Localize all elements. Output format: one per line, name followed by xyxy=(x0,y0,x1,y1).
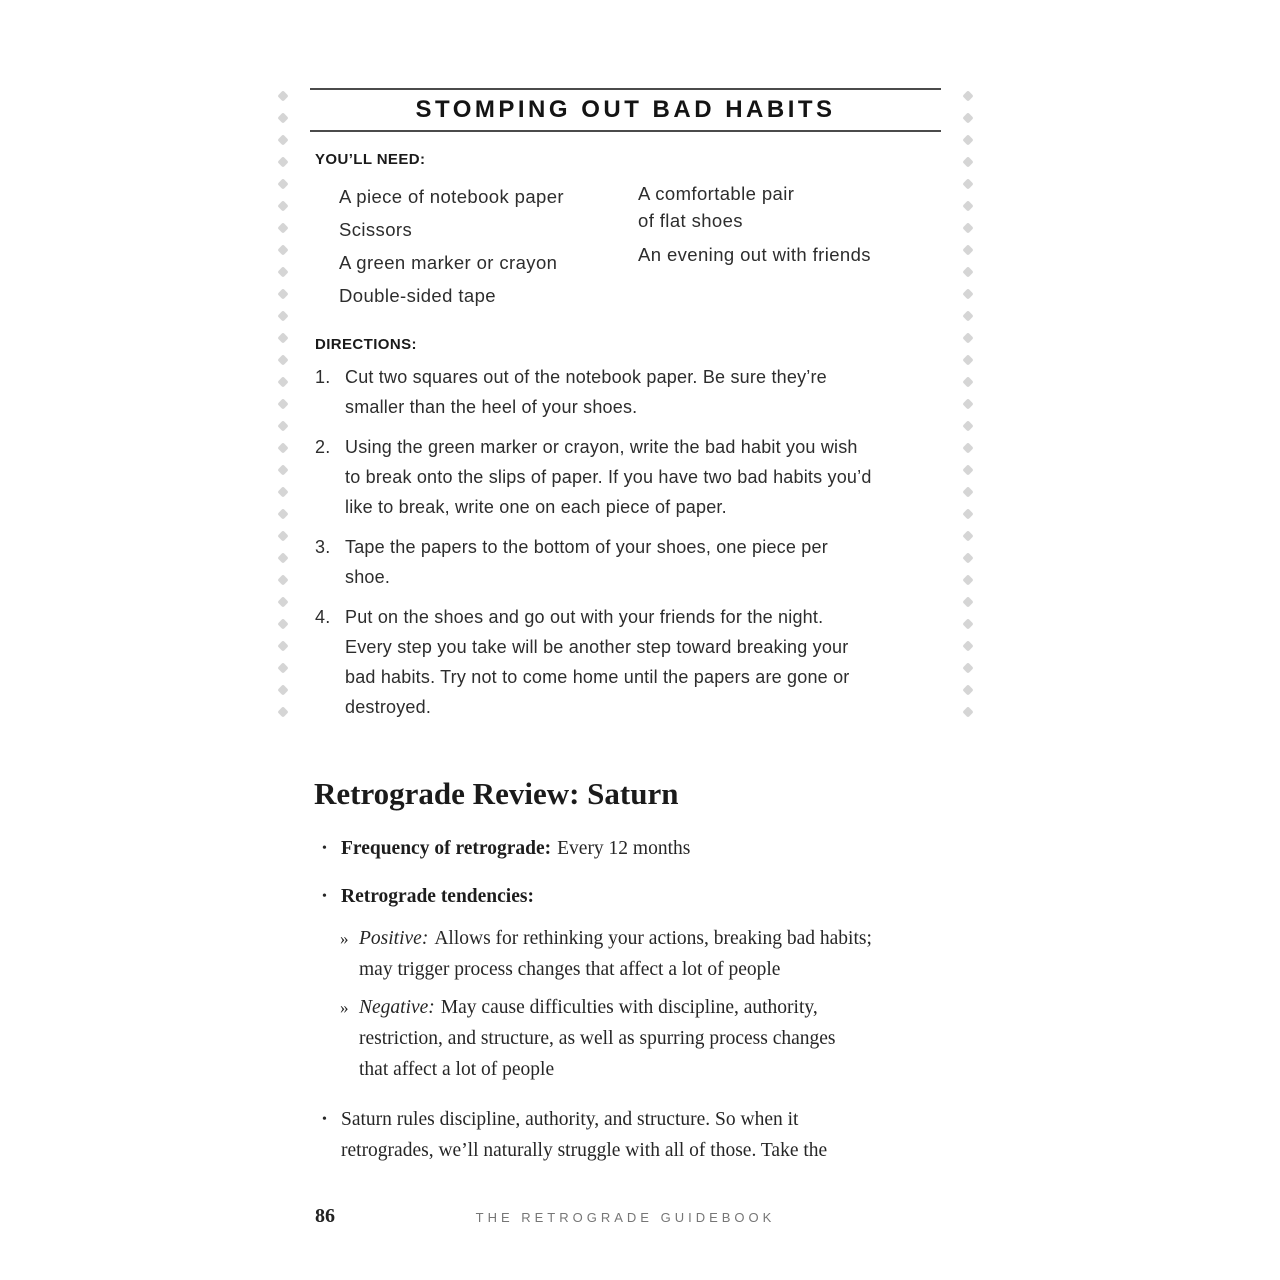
need-item: Double-sided tape xyxy=(339,285,496,306)
direction-line: Using the green marker or crayon, write the bad habit you wish xyxy=(345,437,858,457)
direction-line: Cut two squares out of the notebook paper. Be sure they’re xyxy=(345,367,827,387)
bullet-item-saturn xyxy=(322,1104,950,1166)
need-item-line: A comfortable pair xyxy=(638,183,795,204)
saturn-text-line: retrogrades, we’ll naturally struggle with all of those. Take the xyxy=(341,1140,828,1161)
diamond-icon xyxy=(277,618,289,630)
activity-title: STOMPING OUT BAD HABITS xyxy=(415,96,836,123)
diamond-icon xyxy=(962,266,974,278)
diamond-icon xyxy=(277,420,289,432)
diamond-icon xyxy=(962,156,974,168)
diamond-icon xyxy=(277,178,289,190)
guillemet-icon: » xyxy=(340,929,349,948)
direction-line: shoe. xyxy=(345,567,391,587)
diamond-icon xyxy=(962,288,974,300)
direction-item xyxy=(315,532,965,592)
title-rule-bottom xyxy=(310,130,941,132)
diamond-icon xyxy=(277,200,289,212)
sub-bullet-negative xyxy=(340,992,950,1085)
bullet-icon: • xyxy=(322,1112,327,1127)
directions-list xyxy=(315,362,965,732)
diamond-icon xyxy=(277,398,289,410)
bullet-icon: • xyxy=(322,841,327,856)
diamond-icon xyxy=(277,288,289,300)
diamond-icon xyxy=(277,596,289,608)
diamond-icon xyxy=(962,244,974,256)
diamond-icon xyxy=(277,552,289,564)
page-number: 86 xyxy=(315,1205,335,1227)
direction-number: 4. xyxy=(315,607,331,627)
positive-label: Positive: xyxy=(359,928,429,949)
direction-line: Put on the shoes and go out with your friends for the night. xyxy=(345,607,824,627)
diamond-icon xyxy=(277,486,289,498)
review-list xyxy=(322,833,950,1166)
book-title: THE RETROGRADE GUIDEBOOK xyxy=(475,1210,776,1225)
bullet-item-tendencies xyxy=(322,881,950,912)
direction-number: 2. xyxy=(315,437,331,457)
diamond-ornament-column xyxy=(277,90,289,718)
need-item-line: of flat shoes xyxy=(638,210,743,231)
diamond-icon xyxy=(277,266,289,278)
diamond-icon xyxy=(962,200,974,212)
negative-text-line: that affect a lot of people xyxy=(359,1059,555,1080)
bullet-icon: • xyxy=(322,889,327,904)
diamond-icon xyxy=(277,332,289,344)
diamond-icon xyxy=(962,310,974,322)
direction-item xyxy=(315,602,965,722)
direction-line: bad habits. Try not to come home until the papers are gone or xyxy=(345,667,850,687)
diamond-icon xyxy=(277,684,289,696)
diamond-icon xyxy=(277,530,289,542)
direction-number: 1. xyxy=(315,367,331,387)
need-list-left xyxy=(339,180,564,312)
need-item xyxy=(638,241,871,268)
bullet-item-frequency xyxy=(322,833,950,864)
sub-bullet-positive xyxy=(340,923,950,985)
direction-item xyxy=(315,362,965,422)
diamond-icon xyxy=(277,112,289,124)
diamond-icon xyxy=(277,134,289,146)
negative-text-line: May cause difficulties with discipline, authority, xyxy=(440,997,818,1018)
need-item: A piece of notebook paper xyxy=(339,186,564,207)
diamond-icon xyxy=(962,178,974,190)
need-item: A green marker or crayon xyxy=(339,252,558,273)
need-item: Scissors xyxy=(339,219,413,240)
diamond-icon xyxy=(962,222,974,234)
you-will-need-label: YOU’LL NEED: xyxy=(315,151,426,168)
diamond-icon xyxy=(277,574,289,586)
direction-line: destroyed. xyxy=(345,697,432,717)
diamond-icon xyxy=(277,156,289,168)
negative-text-line: restriction, and structure, as well as spurring process changes xyxy=(359,1028,836,1049)
directions-label: DIRECTIONS: xyxy=(315,336,417,353)
direction-item xyxy=(315,432,965,522)
diamond-icon xyxy=(277,640,289,652)
frequency-label: Frequency of retrograde: xyxy=(341,838,552,859)
title-rule-top xyxy=(310,88,941,90)
diamond-icon xyxy=(277,244,289,256)
diamond-icon xyxy=(277,354,289,366)
diamond-icon xyxy=(277,662,289,674)
direction-line: to break onto the slips of paper. If you have two bad habits you’d xyxy=(345,467,872,487)
diamond-icon xyxy=(962,90,974,102)
diamond-icon xyxy=(962,134,974,146)
diamond-icon xyxy=(277,310,289,322)
direction-line: Tape the papers to the bottom of your shoes, one piece per xyxy=(345,537,828,557)
need-item-line: An evening out with friends xyxy=(638,244,871,265)
diamond-icon xyxy=(962,332,974,344)
direction-line: like to break, write one on each piece of paper. xyxy=(345,497,727,517)
diamond-icon xyxy=(277,376,289,388)
diamond-icon xyxy=(277,442,289,454)
negative-label: Negative: xyxy=(359,997,435,1018)
saturn-text-line: Saturn rules discipline, authority, and structure. So when it xyxy=(341,1109,799,1130)
need-item xyxy=(638,180,871,234)
diamond-icon xyxy=(277,464,289,476)
diamond-icon xyxy=(277,222,289,234)
direction-number: 3. xyxy=(315,537,331,557)
positive-text-line: Allows for rethinking your actions, breaking bad habits; xyxy=(434,928,872,949)
review-heading: Retrograde Review: Saturn xyxy=(314,776,679,811)
need-list-right xyxy=(638,180,871,275)
diamond-icon xyxy=(277,706,289,718)
guillemet-icon: » xyxy=(340,998,349,1017)
diamond-icon xyxy=(962,112,974,124)
frequency-value: Every 12 months xyxy=(557,838,691,859)
direction-line: Every step you take will be another step toward breaking your xyxy=(345,637,849,657)
positive-text-line: may trigger process changes that affect a lot of people xyxy=(359,959,781,980)
diamond-icon xyxy=(277,90,289,102)
diamond-icon xyxy=(277,508,289,520)
tendencies-label: Retrograde tendencies: xyxy=(341,886,534,907)
direction-line: smaller than the heel of your shoes. xyxy=(345,397,638,417)
